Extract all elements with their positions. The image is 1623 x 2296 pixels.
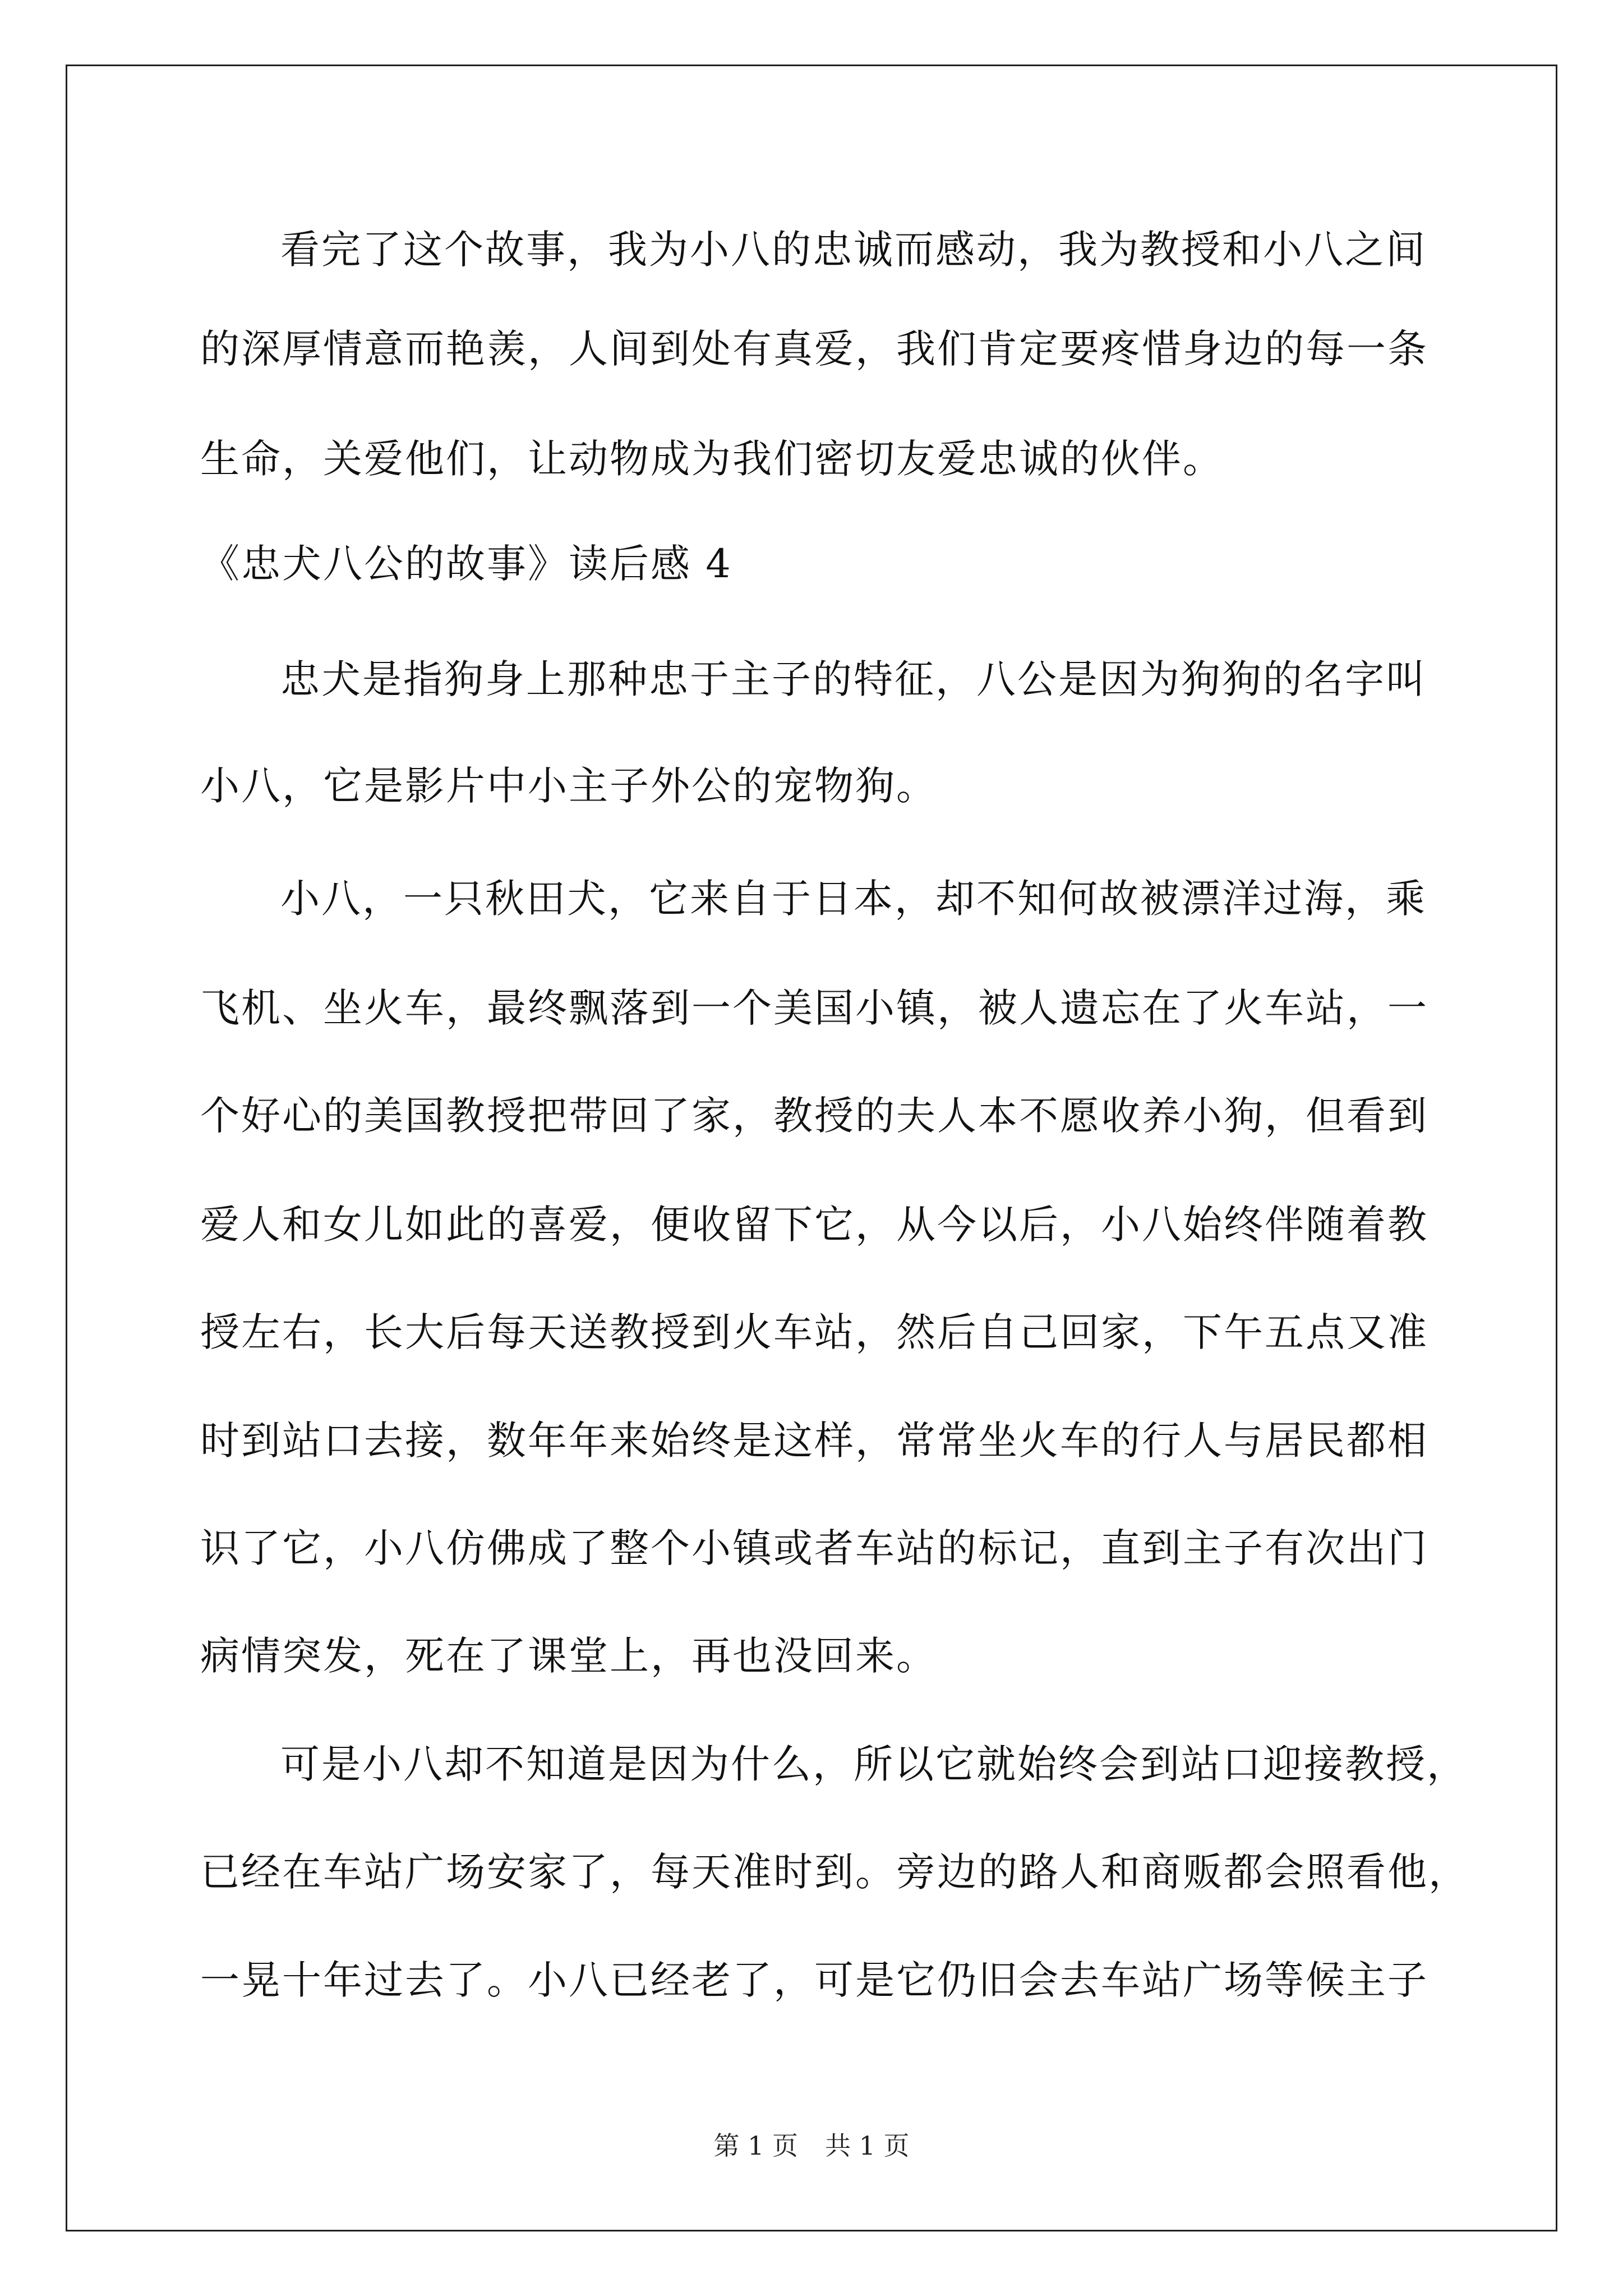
paragraph-line: 个好心的美国教授把带回了家，教授的夫人本不愿收养小狗，但看到 [200, 1093, 1428, 1139]
page-number: 第 1 页 [713, 2131, 798, 2161]
paragraph-line: 时到站口去接，数年年来始终是这样，常常坐火车的行人与居民都相 [200, 1418, 1428, 1464]
paragraph-line: 的深厚情意而艳羡，人间到处有真爱，我们肯定要疼惜身边的每一条 [200, 326, 1428, 372]
paragraph-line: 已经在车站广场安家了，每天准时到。旁边的路人和商贩都会照看他， [200, 1849, 1469, 1895]
paragraph-line: 飞机、坐火车，最终飘落到一个美国小镇，被人遗忘在了火车站，一 [200, 985, 1428, 1031]
paragraph-line: 授左右，长大后每天送教授到火车站，然后自己回家，下午五点又准 [200, 1309, 1428, 1355]
paragraph-line: 爱人和女儿如此的喜爱，便收留下它，从今以后，小八始终伴随着教 [200, 1202, 1428, 1248]
page-total: 共 1 页 [825, 2131, 910, 2161]
paragraph-line: 可是小八却不知道是因为什么，所以它就始终会到站口迎接教授， [280, 1741, 1468, 1787]
paragraph-line: 小八，它是影片中小主子外公的宠物狗。 [200, 763, 937, 809]
paragraph-line: 小八，一只秋田犬，它来自于日本，却不知何故被漂洋过海，乘 [280, 876, 1427, 922]
paragraph-line: 一晃十年过去了。小八已经老了，可是它仍旧会去车站广场等候主子 [200, 1957, 1428, 2003]
paragraph-line: 生命，关爱他们，让动物成为我们密切友爱忠诚的伙伴。 [200, 436, 1224, 482]
page-footer [0, 2129, 1623, 2162]
paragraph-line: 看完了这个故事，我为小八的忠诚而感动，我为教授和小八之间 [280, 227, 1427, 273]
paragraph-line: 识了它，小八仿佛成了整个小镇或者车站的标记，直到主子有次出门 [200, 1525, 1428, 1571]
page-border [66, 65, 1557, 2231]
section-heading: 《忠犬八公的故事》读后感 4 [200, 541, 732, 587]
paragraph-line: 病情突发，死在了课堂上，再也没回来。 [200, 1633, 937, 1679]
paragraph-line: 忠犬是指狗身上那种忠于主子的特征，八公是因为狗狗的名字叫 [280, 656, 1427, 702]
